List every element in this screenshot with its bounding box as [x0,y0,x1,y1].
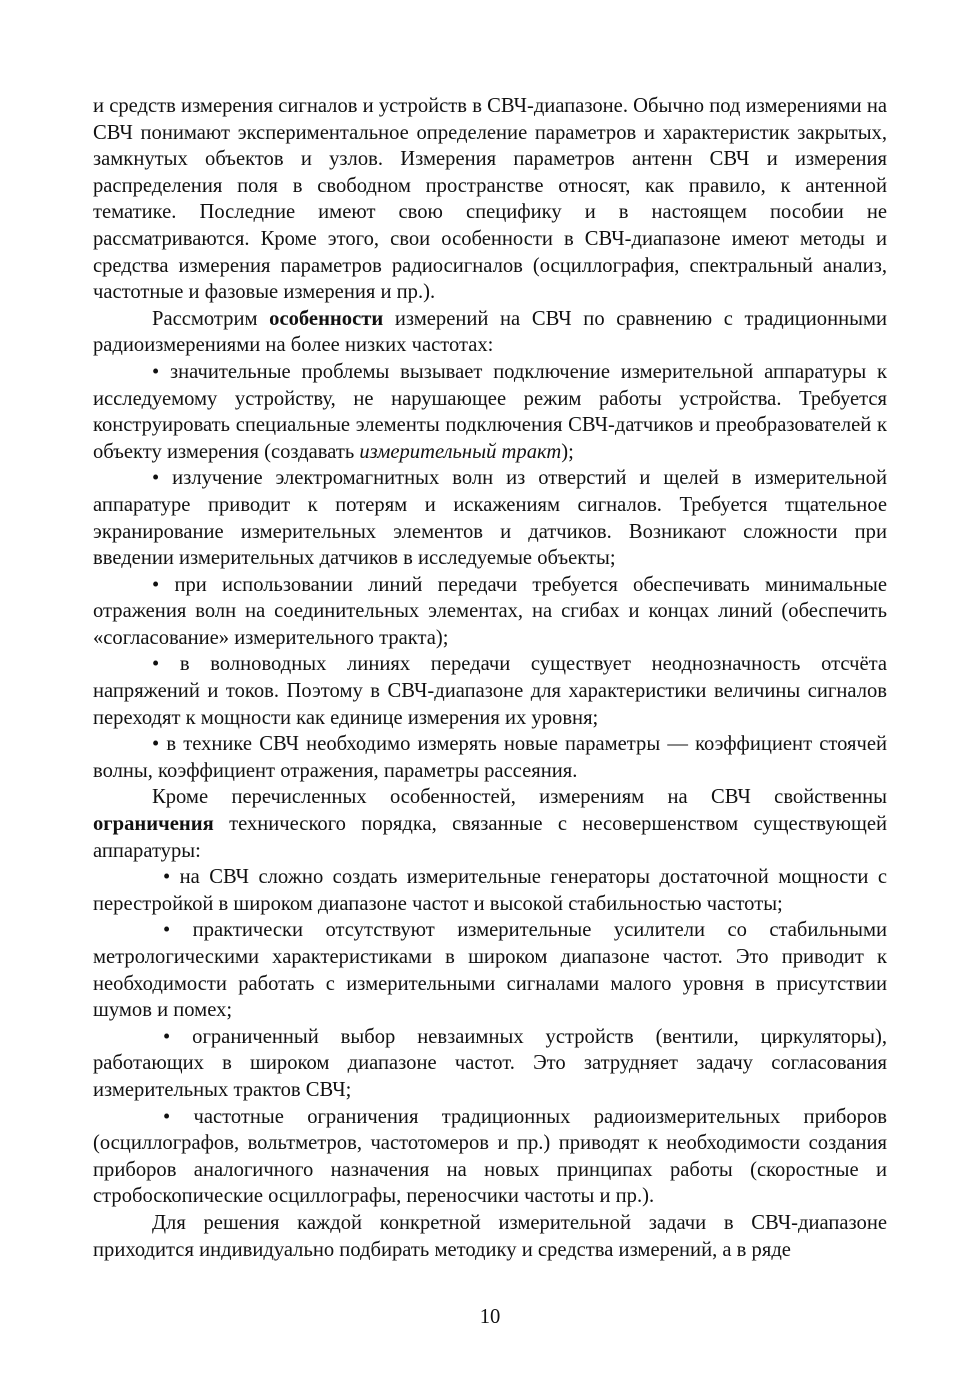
features-keyword: особенности [269,307,384,330]
bullet-icon: • [152,467,160,490]
limitation-item-3-text: ограниченный выбор невзаимных устройств (вентили, циркуляторы), работающих в широком диапазоне частот. Это затрудняет задачу согласования измерительных трактов СВЧ; [93,1025,887,1101]
feature-item-1-italic: измерительный тракт [359,440,562,463]
bullet-icon: • [152,360,160,383]
bullet-icon: • [163,1105,171,1128]
features-intro-text-end: измерений на СВЧ по сравнению с традиционными радиоизмерениями на более низких частотах: [93,307,887,357]
bullet-icon: • [152,653,160,676]
feature-item-1-text: значительные проблемы вызывает подключение измерительной аппаратуры к исследуемому устройству, не нарушающее режим работы устройства. Требуется конструировать специальные элементы подключения СВЧ-датчиков и преобразователей к объекту измерения (создавать [93,360,887,463]
feature-item-4-text: в волноводных линиях передачи существует неоднозначность отсчёта напряжений и токов. Поэтому в СВЧ-диапазоне для характеристики величины сигналов переходят к мощности как единице измерения их уровня; [93,653,887,729]
bullet-icon: • [152,573,160,596]
limitation-item-3 [93,1024,887,1104]
limitation-item-1 [93,864,887,917]
page-number: 10 [479,1306,501,1328]
limitation-item-1-text: на СВЧ сложно создать измерительные генераторы достаточной мощности с перестройкой в широком диапазоне частот и высокой стабильностью частоты; [93,866,887,915]
limitation-item-4 [93,1104,887,1210]
limitations-intro-text-end: технического порядка, связанные с несовершенством существующей аппаратуры: [93,813,887,862]
limitation-item-4-text: частотные ограничения традиционных радиоизмерительных приборов (осциллографов, вольтметров, частотомеров и пр.) приводят к необходимости создания приборов аналогичного назначения на новых принципах работы (скоростные и стробоскопические осциллографы, переносчики частоты и пр.). [93,1105,887,1208]
feature-item-2 [93,465,887,571]
features-intro-paragraph [93,306,887,359]
feature-item-1 [93,359,887,465]
bullet-icon: • [163,919,171,942]
feature-item-5 [93,731,887,784]
document-page [93,93,887,1263]
feature-item-5-text: в технике СВЧ необходимо измерять новые параметры — коэффициент стоячей волны, коэффициент отражения, параметры рассеяния. [93,733,887,782]
limitation-item-2-text: практически отсутствуют измерительные усилители со стабильными метрологическими характеристиками в широком диапазоне частот. Это приводит к необходимости работать с измерительными сигналами малого уровня в присутствии шумов и помех; [93,919,887,1022]
bullet-icon: • [152,733,160,756]
feature-item-1-text-end: ); [561,440,574,463]
feature-item-2-text: излучение электромагнитных волн из отверстий и щелей в измерительной аппаратуре приводит к потерям и искажениям сигналов. Требуется тщательное экранирование измерительных элементов и датчиков. Возникают сложности при введении измерительных датчиков в исследуемые объекты; [93,467,887,570]
intro-paragraph: и средств измерения сигналов и устройств в СВЧ-диапазоне. Обычно под измерениями на СВЧ понимают экспериментальное определение параметров и характеристик закрытых, замкнутых объектов и узлов. Измерения параметров антенн СВЧ и измерения распределения поля в свободном пространстве относят, как правило, к антенной тематике. Последние имеют свою специфику и в настоящем пособии не рассматриваются. Кроме этого, свои особенности в СВЧ-диапазоне имеют методы и средства измерения параметров радиосигналов (осциллография, спектральный анализ, частотные и фазовые измерения и пр.). [93,95,887,304]
bullet-icon: • [163,866,171,889]
feature-item-4 [93,651,887,731]
bullet-icon: • [163,1025,171,1048]
closing-paragraph: Для решения каждой конкретной измерительной задачи в СВЧ-диапазоне приходится индивидуально подбирать методику и средства измерений, а в ряде [93,1211,887,1261]
limitations-keyword: ограничения [93,813,214,836]
limitation-item-2 [93,917,887,1023]
limitations-intro-paragraph [93,784,887,864]
limitations-intro-text: Кроме перечисленных особенностей, измерениям на СВЧ свойственны [152,786,887,809]
feature-item-3 [93,572,887,652]
features-intro-text: Рассмотрим [152,307,270,330]
feature-item-3-text: при использовании линий передачи требуется обеспечивать минимальные отражения волн на соединительных элементах, на сгибах и концах линий (обеспечить «согласование» измерительного тракта); [93,573,887,649]
